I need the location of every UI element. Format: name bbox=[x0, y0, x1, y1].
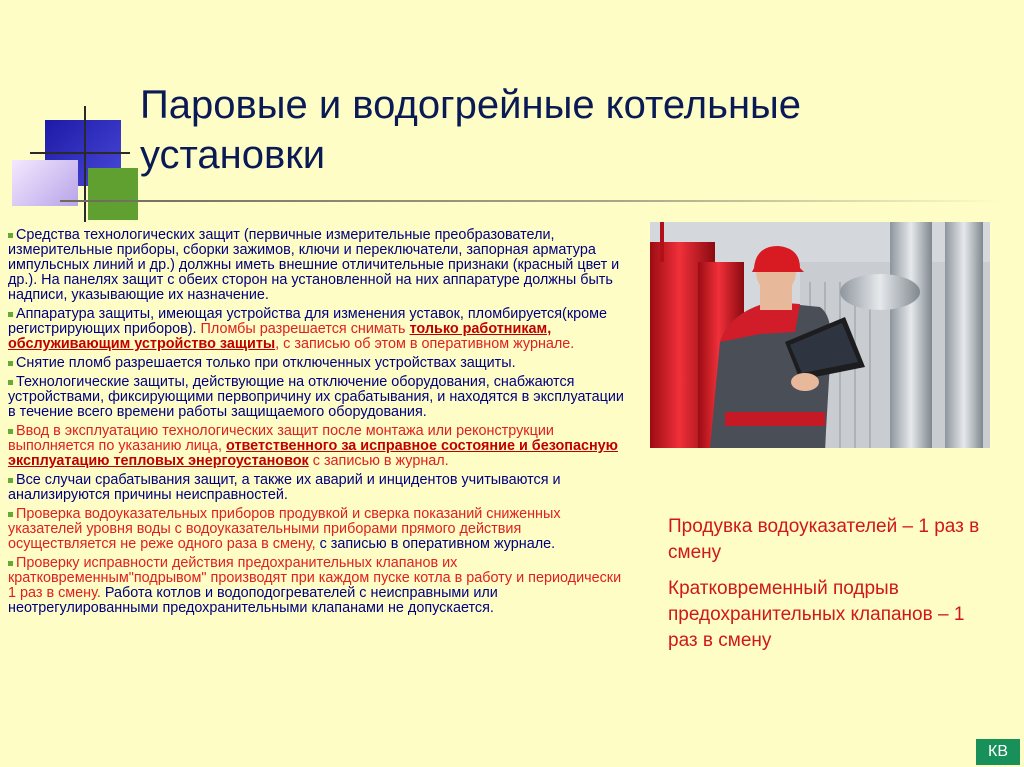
bullet-list bbox=[8, 228, 630, 620]
bullet-text: только работникам, обслуживающим устройство защиты bbox=[8, 321, 552, 352]
bullet-item bbox=[8, 375, 630, 420]
bullet-text: Проверку исправности действия предохранительных клапанов их кратковременным"подрывом" производят при каждом пуске котла в работу и периодически 1 раз в смену. bbox=[8, 555, 622, 601]
bullet-square-icon bbox=[8, 312, 13, 317]
bullet-text: с записью в журнал. bbox=[308, 453, 449, 469]
side-notes bbox=[668, 514, 998, 664]
bullet-item bbox=[8, 307, 630, 352]
worker-with-laptop-image bbox=[650, 222, 990, 448]
bullet-text: Работа котлов и водоподогревателей с неисправными или неотрегулированными предохранительными клапанами не допускается. bbox=[8, 585, 498, 616]
bullet-text: Пломбы разрешается снимать bbox=[200, 321, 410, 337]
corner-badge: КВ bbox=[976, 739, 1020, 765]
bullet-text: Аппаратура защиты, имеющая устройства для изменения уставок, пломбируется(кроме регистрирующих приборов). bbox=[8, 306, 608, 337]
bullet-item bbox=[8, 228, 630, 303]
bullet-item bbox=[8, 473, 630, 503]
decor-vertical-line bbox=[84, 106, 86, 222]
bullet-text: Ввод в эксплуатацию технологических защит после монтажа или реконструкции выполняется по указанию лица, bbox=[8, 423, 554, 454]
bullet-square-icon bbox=[8, 429, 13, 434]
side-note-valve-test: Кратковременный подрыв предохранительных клапанов – 1 раз в смену bbox=[668, 578, 965, 651]
bullet-text: Проверка водоуказательных приборов продувкой и сверка показаний сниженных указателей уровня воды с водоуказательными приборами прямого действия осуществляется не реже одного раза в смену, bbox=[8, 506, 561, 552]
slide-title: Паровые и водогрейные котельные установки bbox=[140, 83, 802, 177]
bullet-item bbox=[8, 424, 630, 469]
title-divider bbox=[60, 200, 1000, 202]
bullet-square-icon bbox=[8, 380, 13, 385]
bullet-text: ответственного за исправное состояние и безопасную эксплуатацию тепловых энергоустановок bbox=[8, 438, 618, 469]
bullet-item bbox=[8, 356, 630, 371]
bullet-square-icon bbox=[8, 561, 13, 566]
side-note-blowdown: Продувка водоуказателей – 1 раз в смену bbox=[668, 516, 980, 563]
bullet-square-icon bbox=[8, 361, 13, 366]
bullet-text: Технологические защиты, действующие на отключение оборудования, снабжаются устройствами, фиксирующими первопричину их срабатывания, и находятся в эксплуатации в течение всего времени работы защищаемого оборудования. bbox=[8, 374, 624, 420]
decor-green-square bbox=[88, 168, 138, 220]
bullet-text: Снятие пломб разрешается только при отключенных устройствах защиты. bbox=[16, 355, 516, 371]
bullet-text: , с записью об этом в оперативном журнале. bbox=[275, 336, 575, 352]
bullet-square-icon bbox=[8, 233, 13, 238]
bullet-square-icon bbox=[8, 512, 13, 517]
bullet-item bbox=[8, 556, 630, 616]
bullet-text: Все случаи срабатывания защит, а также их аварий и инцидентов учитываются и анализируются причины неисправностей. bbox=[8, 472, 561, 503]
bullet-text: с записью в оперативном журнале. bbox=[319, 536, 556, 552]
worker-photo bbox=[650, 222, 990, 448]
bullet-square-icon bbox=[8, 478, 13, 483]
decor-horizontal-line bbox=[30, 152, 130, 154]
bullet-text: Средства технологических защит (первичные измерительные преобразователи, измерительные приборы, сборки зажимов, ключи и переключатели, запорная арматура импульсных линий и др.) должны иметь внешние отличительные признаки (красный цвет и др.). На панелях защит с обеих сторон на установленной на них аппаратуре должны быть надписи, указывающие их назначение. bbox=[8, 227, 620, 303]
bullet-item bbox=[8, 507, 630, 552]
